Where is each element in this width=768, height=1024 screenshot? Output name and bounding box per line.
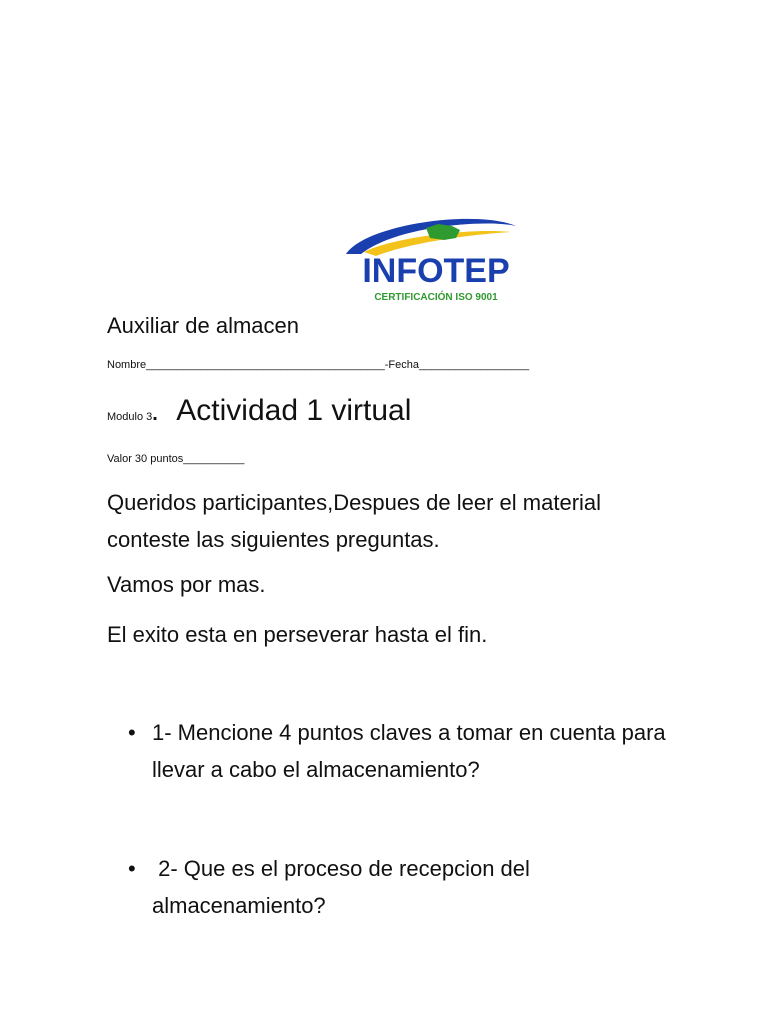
modulo-label: Modulo 3 — [107, 411, 153, 423]
modulo-line — [107, 392, 411, 430]
logo-subtitle: CERTIFICACIÓN ISO 9001 — [374, 292, 498, 303]
question-text: 1- Mencione 4 puntos claves a tomar en cuenta para llevar a cabo el almacenamiento? — [152, 720, 666, 782]
modulo-dot: . — [152, 403, 158, 425]
document-title: Auxiliar de almacen — [107, 313, 299, 338]
infotep-logo — [326, 214, 546, 306]
bullet-icon: • — [128, 720, 136, 745]
logo-wordmark: INFOTEP — [362, 252, 510, 290]
motto-line-1: Vamos por mas. — [107, 572, 266, 597]
question-text: 2- Que es el proceso de recepcion del almacenamiento? — [152, 856, 537, 918]
name-date-line: Nombre_______________________________________-Fecha__________________ — [107, 359, 530, 371]
question-item — [128, 850, 668, 924]
valor-line: Valor 30 puntos__________ — [107, 453, 245, 465]
activity-title: Actividad 1 virtual — [176, 394, 412, 427]
question-item — [128, 714, 668, 788]
bullet-icon: • — [128, 856, 136, 881]
motto-line-2: El exito esta en perseverar hasta el fin. — [107, 622, 488, 647]
intro-paragraph: Queridos participantes,Despues de leer el material conteste las siguientes preguntas. — [107, 490, 602, 552]
